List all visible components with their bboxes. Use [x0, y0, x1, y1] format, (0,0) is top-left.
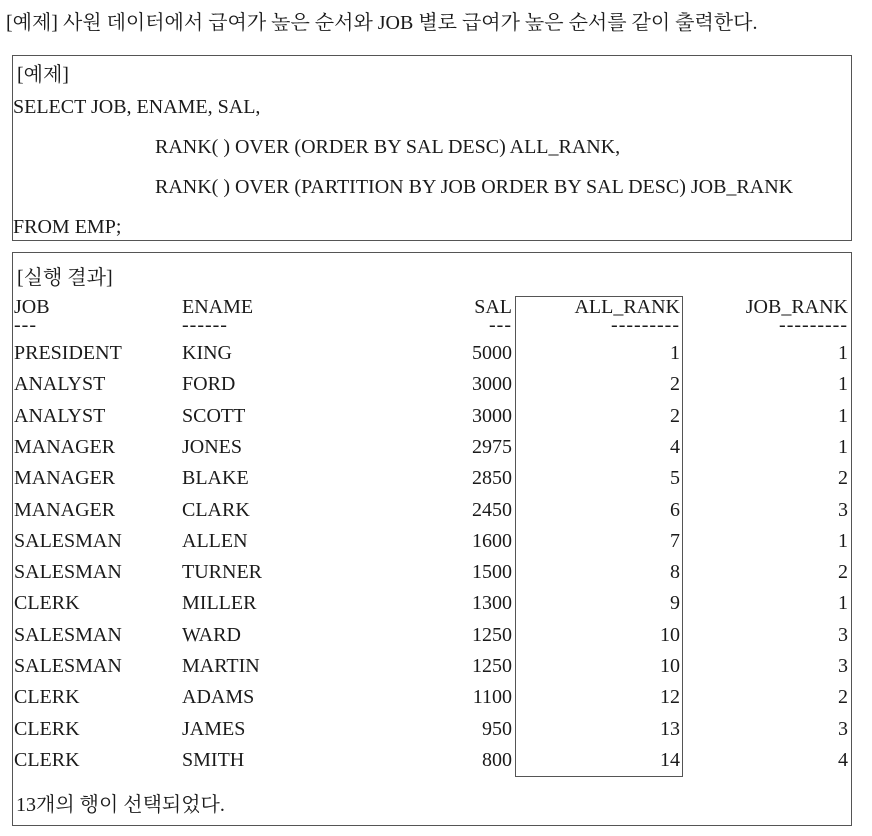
cell-job: SALESMAN [14, 529, 122, 552]
cell-all-rank: 5 [670, 467, 680, 490]
cell-all-rank: 2 [670, 404, 680, 427]
cell-sal: 800 [482, 748, 512, 771]
cell-job: CLERK [14, 686, 80, 709]
cell-ename: JONES [182, 435, 243, 458]
cell-ename: MILLER [182, 592, 257, 615]
cell-job: CLERK [14, 748, 80, 771]
cell-sal: 1600 [472, 529, 512, 552]
cell-ename: TURNER [182, 561, 262, 584]
cell-job: MANAGER [14, 467, 116, 490]
cell-job-rank: 3 [838, 623, 848, 646]
cell-all-rank: 7 [670, 529, 680, 552]
cell-sal: 1300 [472, 592, 512, 615]
cell-job-rank: 2 [838, 467, 848, 490]
result-footer: 13개의 행이 선택되었다. [16, 794, 225, 816]
cell-all-rank: 10 [660, 623, 680, 646]
result-label: [실행 결과] [17, 267, 113, 289]
cell-job-rank: 3 [838, 655, 848, 677]
cell-sal: 2975 [472, 435, 512, 458]
cell-all-rank: 10 [660, 655, 680, 677]
cell-job: ANALYST [14, 404, 106, 427]
cell-all-rank: 2 [670, 373, 680, 396]
sql-label: [예제] [17, 64, 69, 86]
column-underline-job-rank: --------- [779, 314, 848, 336]
sql-line-select: SELECT JOB, ENAME, SAL, [13, 96, 261, 118]
column-underline-ename: ------ [182, 314, 228, 336]
cell-job-rank: 1 [838, 342, 848, 364]
column-header-sal: SAL [474, 296, 512, 318]
cell-job-rank: 1 [838, 592, 848, 615]
cell-job: SALESMAN [14, 623, 122, 646]
cell-job-rank: 2 [838, 686, 848, 709]
cell-sal: 5000 [472, 342, 512, 364]
cell-ename: ADAMS [182, 686, 255, 709]
sql-line-from: FROM EMP; [13, 216, 122, 238]
column-underline-all-rank: --------- [611, 314, 680, 336]
cell-job: CLERK [14, 717, 80, 740]
cell-all-rank: 8 [670, 561, 680, 584]
cell-sal: 1250 [472, 623, 512, 646]
cell-job-rank: 3 [838, 717, 848, 740]
cell-job-rank: 2 [838, 561, 848, 584]
cell-sal: 1100 [472, 686, 512, 709]
cell-job: PRESIDENT [14, 342, 122, 364]
sql-example-box [12, 55, 852, 241]
cell-sal: 3000 [472, 404, 512, 427]
sql-line-job-rank: RANK( ) OVER (PARTITION BY JOB ORDER BY SAL DESC) JOB_RANK [155, 176, 794, 198]
column-header-job-rank: JOB_RANK [745, 296, 848, 318]
cell-job-rank: 1 [838, 435, 848, 458]
column-header-all-rank: ALL_RANK [574, 296, 680, 318]
column-header-ename: ENAME [182, 296, 254, 318]
cell-ename: ALLEN [182, 529, 248, 552]
column-underline-job: --- [14, 314, 37, 336]
cell-ename: MARTIN [182, 655, 260, 677]
cell-all-rank: 13 [660, 717, 680, 740]
cell-sal: 2850 [472, 467, 512, 490]
cell-job: MANAGER [14, 498, 116, 521]
cell-job: MANAGER [14, 435, 116, 458]
cell-sal: 1500 [472, 561, 512, 584]
cell-job-rank: 3 [838, 498, 848, 521]
cell-job-rank: 1 [838, 529, 848, 552]
cell-job-rank: 1 [838, 404, 848, 427]
column-header-job: JOB [14, 296, 50, 318]
cell-job: SALESMAN [14, 655, 122, 677]
cell-all-rank: 6 [670, 498, 680, 521]
column-underline-sal: --- [489, 314, 512, 336]
cell-sal: 3000 [472, 373, 512, 396]
cell-job: CLERK [14, 592, 80, 615]
cell-ename: BLAKE [182, 467, 249, 490]
cell-ename: CLARK [182, 498, 250, 521]
intro-text: [예제] 사원 데이터에서 급여가 높은 순서와 JOB 별로 급여가 높은 순서를 같이 출력한다. [6, 12, 758, 34]
cell-ename: WARD [182, 623, 241, 646]
cell-job-rank: 1 [838, 373, 848, 396]
cell-ename: JAMES [182, 717, 246, 740]
cell-job-rank: 4 [838, 748, 848, 771]
cell-sal: 2450 [472, 498, 512, 521]
cell-ename: SMITH [182, 748, 245, 771]
cell-job: SALESMAN [14, 561, 122, 584]
cell-all-rank: 1 [670, 342, 680, 364]
cell-sal: 1250 [472, 655, 512, 677]
cell-all-rank: 9 [670, 592, 680, 615]
cell-all-rank: 14 [660, 748, 680, 771]
cell-ename: FORD [182, 373, 236, 396]
cell-job: ANALYST [14, 373, 106, 396]
cell-sal: 950 [482, 717, 512, 740]
sql-line-all-rank: RANK( ) OVER (ORDER BY SAL DESC) ALL_RANK, [155, 136, 621, 158]
cell-all-rank: 12 [660, 686, 680, 709]
cell-ename: KING [182, 342, 232, 364]
cell-all-rank: 4 [670, 435, 680, 458]
cell-ename: SCOTT [182, 404, 246, 427]
